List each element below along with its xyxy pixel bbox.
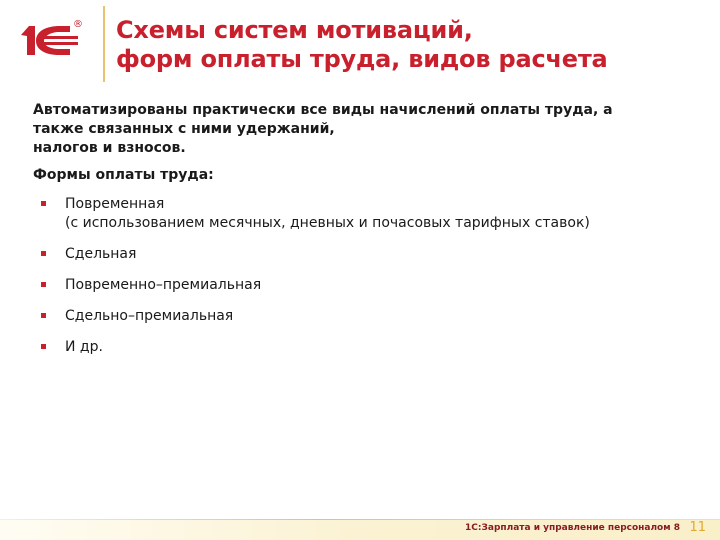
title-line-1: Схемы систем мотиваций, [116, 16, 473, 44]
intro-line-2: также связанных с ними удержаний, [33, 121, 335, 137]
square-bullet-icon [41, 282, 46, 287]
list-item-etc [33, 338, 683, 357]
forms-list [33, 195, 683, 357]
footer-product-name: 1С:Зарплата и управление персоналом 8 [465, 523, 680, 533]
intro-paragraph [33, 101, 683, 158]
list-item-label: Сдельно–премиальная [65, 308, 234, 324]
page-number: 11 [689, 520, 706, 535]
list-item-piece-bonus [33, 307, 683, 326]
intro-line-1: Автоматизированы практически все виды начислений оплаты труда, а [33, 102, 613, 118]
forms-heading: Формы оплаты труда: [33, 167, 214, 183]
square-bullet-icon [41, 344, 46, 349]
square-bullet-icon [41, 201, 46, 206]
title-line-2: форм оплаты труда, видов расчета [116, 45, 608, 73]
page-title [116, 16, 608, 74]
list-item-label: Сдельная [65, 246, 137, 262]
1c-logo [12, 14, 86, 58]
square-bullet-icon [41, 251, 46, 256]
list-item-time-based [33, 195, 683, 233]
intro-line-3: налогов и взносов. [33, 140, 186, 156]
header-divider [103, 6, 105, 82]
slide-content [33, 101, 683, 369]
list-item-piecework [33, 245, 683, 264]
registered-mark: ® [73, 19, 83, 30]
square-bullet-icon [41, 313, 46, 318]
list-item-time-bonus [33, 276, 683, 295]
list-item-note: (с использованием месячных, дневных и почасовых тарифных ставок) [65, 215, 590, 231]
list-item-label: Повременная [65, 196, 165, 212]
list-item-label: Повременно–премиальная [65, 277, 262, 293]
list-item-label: И др. [65, 339, 103, 355]
